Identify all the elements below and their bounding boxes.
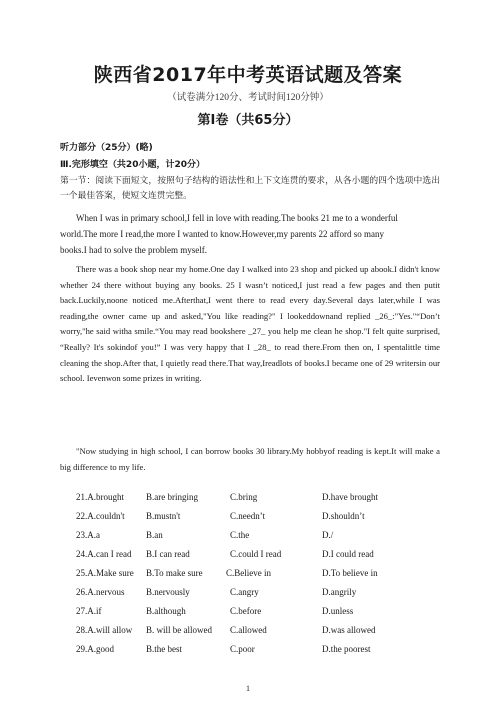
option-b: B.are bringing xyxy=(146,492,198,502)
passage-line: world.The more I read,the more I wanted to know.However,my parents 22 afford so many xyxy=(60,229,385,239)
passage-line: books.I had to solve the problem myself. xyxy=(60,245,207,255)
option-c: C.needn’t xyxy=(230,511,266,521)
option-a: 25.A.Make sure xyxy=(76,568,134,578)
question-options xyxy=(76,530,456,544)
question-options xyxy=(76,492,456,506)
question-options xyxy=(76,587,456,601)
question-options xyxy=(76,644,456,658)
option-b: B.an xyxy=(146,530,163,540)
option-d: D.the poorest xyxy=(322,644,371,654)
listening-heading: 听力部分（25分）(略) xyxy=(60,143,153,153)
option-a: 29.A.good xyxy=(76,644,114,654)
option-a: 21.A.brought xyxy=(76,492,124,502)
option-c: C.allowed xyxy=(230,625,267,635)
option-c: C.bring xyxy=(230,492,258,502)
question-options xyxy=(76,625,456,639)
page-number: 1 xyxy=(246,684,250,693)
option-a: 27.A.if xyxy=(76,606,102,616)
option-b: B. will be allowed xyxy=(146,625,212,635)
option-b: B.To make sure xyxy=(146,568,203,578)
option-a: 26.A.nervous xyxy=(76,587,125,597)
passage-paragraph: There was a book shop near my home.One day I walked into 23 shop and picked up abook.I didn't know whether 24 there without buying any books. 25 I wasn’t noticed,I just read a few pages and then putit back.Luckily,noone noticed me.Afterthat,I went there to read every day.Several days later,while I was reading,the owner came up and asked,"You like reading?" I lookeddownand replied _26_:"Yes."“Don’t worry,"he said witha smile.“You may read bookshere _27_ you help me clean he shop."I felt quite surprised, “Really? It's sokindof you!” I was very happy that I _28_ to read there.From then on, I spentalittle time cleaning the shop.After that, I quietly read there.That way,Ireadlots of books.I became one of 29 writersin our school. Ievenwon some prizes in writing. xyxy=(60,264,440,384)
option-d: D.To believe in xyxy=(322,568,378,578)
option-d: D./ xyxy=(322,530,334,540)
option-c: C.Believe in xyxy=(226,568,271,578)
question-options xyxy=(76,568,456,582)
question-options xyxy=(76,511,456,525)
option-a: 23.A.a xyxy=(76,530,100,540)
question-options xyxy=(76,549,456,563)
option-c: C.could I read xyxy=(230,549,282,559)
option-c: C.poor xyxy=(230,644,255,654)
option-d: D.shouldn’t xyxy=(322,511,365,521)
instruction-text: 第一节：阅读下面短文，按照句子结构的语法性和上下文连贯的要求，从各小题的四个选项中选出一个最佳答案，使短文连贯完整。 xyxy=(60,175,440,200)
document-title: 陕西省2017年中考英语试题及答案 xyxy=(93,64,403,86)
option-b: B.mustn't xyxy=(146,511,181,521)
cloze-heading: Ⅲ.完形填空（共20小题，计20分） xyxy=(60,160,205,170)
option-d: D.angrily xyxy=(322,587,357,597)
section-title: 第Ⅰ卷（共65分） xyxy=(197,113,299,128)
option-a: 28.A.will allow xyxy=(76,625,133,635)
passage-line: When I was in primary school,I fell in love with reading.The books 21 me to a wonderful xyxy=(76,213,398,223)
option-b: B.although xyxy=(146,606,186,616)
option-b: B.nervously xyxy=(146,587,190,597)
option-c: C.the xyxy=(230,530,250,540)
option-b: B.the best xyxy=(146,644,182,654)
option-d: D.unless xyxy=(322,606,354,616)
option-a: 24.A.can I read xyxy=(76,549,132,559)
question-options xyxy=(76,606,456,620)
option-a: 22.A.couldn't xyxy=(76,511,125,521)
option-d: D.I could read xyxy=(322,549,374,559)
passage-paragraph: "Now studying in high school, I can borrow books 30 library.My hobbyof reading is kept.It will make a big difference to my life. xyxy=(60,446,440,472)
option-d: D.was allowed xyxy=(322,625,376,635)
option-c: C.before xyxy=(230,606,262,616)
option-b: B.I can read xyxy=(146,549,190,559)
exam-info: （试卷满分120分、考试时间120分钟） xyxy=(167,93,329,103)
option-d: D.have brought xyxy=(322,492,378,502)
option-c: C.angry xyxy=(230,587,259,597)
